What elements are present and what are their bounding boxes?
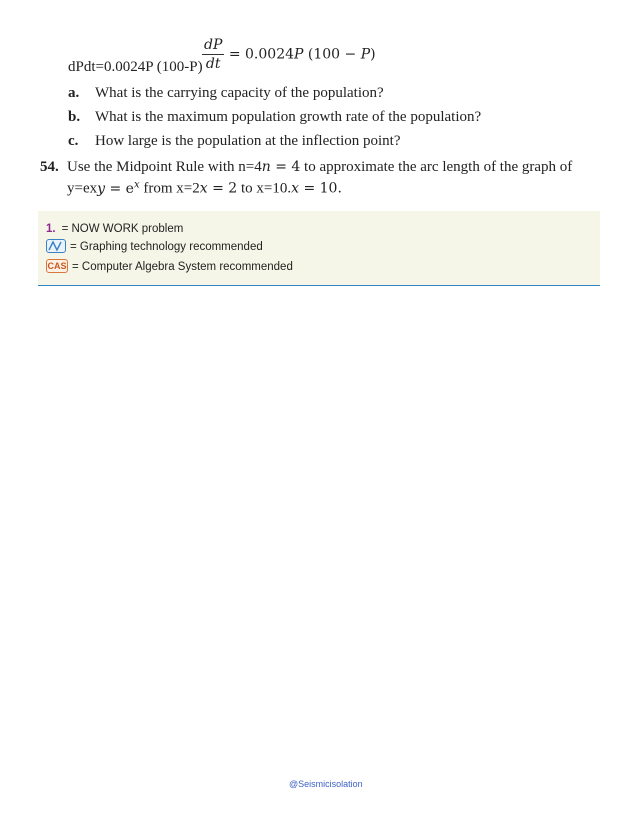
icon-legend — [38, 211, 600, 286]
legend-now-work: 1. = NOW WORK problem — [46, 223, 184, 235]
part-text: What is the carrying capacity of the population? — [95, 85, 384, 101]
part-label: b. — [68, 109, 81, 125]
part-label: c. — [68, 133, 79, 149]
cas-icon: CAS — [47, 261, 67, 271]
problem-number: 54. — [40, 159, 59, 175]
plain-equation-53: dPdt=0.0024P (100-P) — [68, 59, 203, 75]
math-equation-53: $\frac{dP}{dt}$ = 0.0024P (100 − P) — [204, 37, 376, 72]
now-work-number: 1. — [46, 223, 56, 235]
part-c — [68, 133, 401, 150]
part-b — [68, 109, 481, 126]
problem-54-line-1: 54. Use the Midpoint Rule with n=4n = 4 to approximate the arc length of the graph of — [40, 159, 573, 175]
part-a — [68, 85, 384, 102]
problem-54-line-2: $y=exy = e^x$ from x=2x = 2 to x=10.x = 10. — [67, 179, 342, 197]
footer-credit: @Seismicisolation — [289, 779, 363, 789]
graphing-calculator-icon — [46, 239, 66, 253]
part-label: a. — [68, 85, 80, 101]
legend-graphing: = Graphing technology recommended — [46, 240, 263, 254]
legend-cas: CAS = Computer Algebra System recommended — [47, 261, 293, 274]
derivative-fraction: $\frac{dP}{dt}$ — [204, 37, 223, 72]
part-text: How large is the population at the inflection point? — [95, 133, 401, 149]
part-text: What is the maximum population growth rate of the population? — [95, 109, 482, 125]
